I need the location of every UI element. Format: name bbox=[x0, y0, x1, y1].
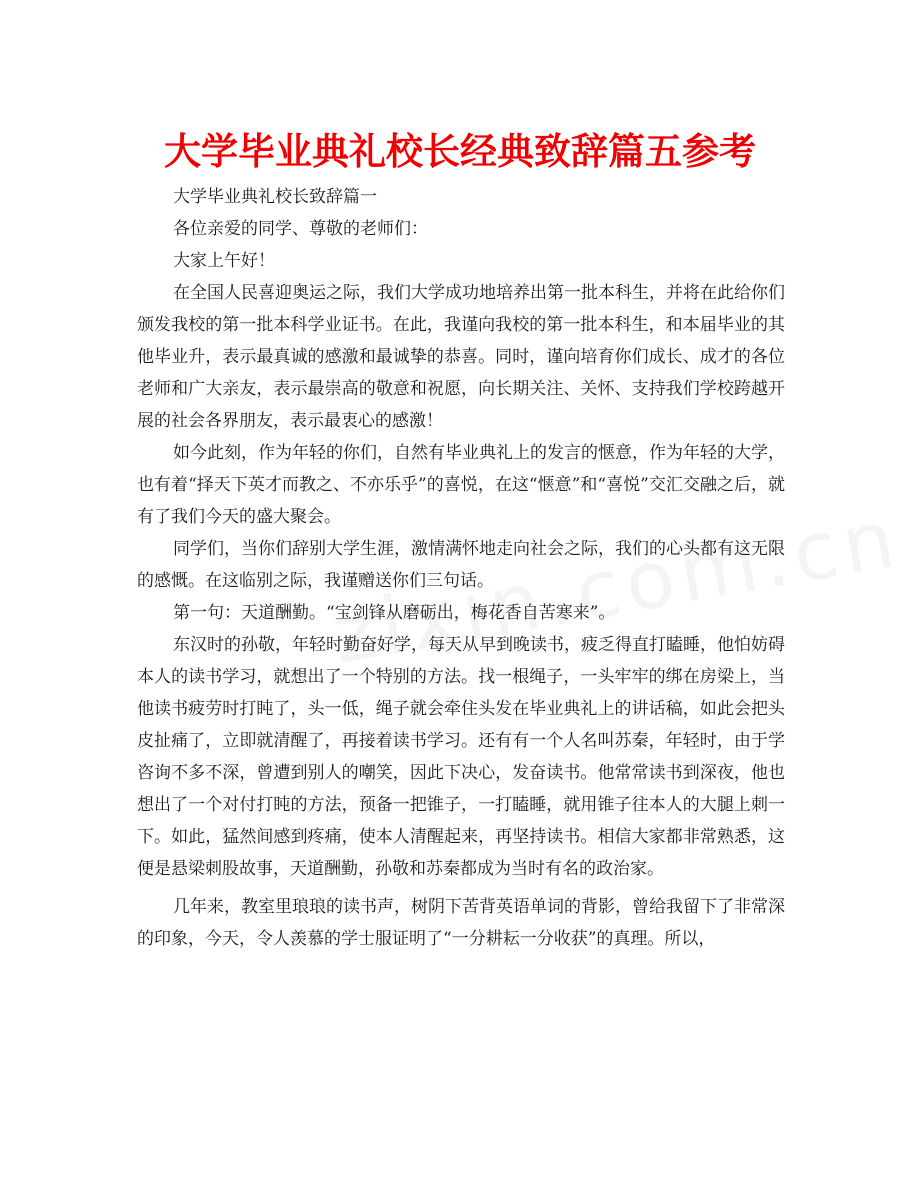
document-body bbox=[137, 181, 785, 955]
paragraph-years: 几年来，教室里琅琅的读书声，树阴下苦背英语单词的背影，曾给我留下了非常深的印象，今天，令人羡慕的学士服证明了“一分耕耘一分收获”的真理。所以， bbox=[137, 897, 785, 949]
paragraph-farewell: 同学们，当你们辞别大学生涯，激情满怀地走向社会之际，我们的心头都有这无限的感慨。在这临别之际，我谨赠送你们三句话。 bbox=[137, 539, 785, 591]
paragraph-first-saying: 第一句：天道酬勤。“宝剑锋从磨砺出，梅花香自苦寒来”。 bbox=[173, 603, 616, 623]
document-title: 大学毕业典礼校长经典致辞篇五参考 bbox=[164, 130, 756, 173]
paragraph-story: 东汉时的孙敬，年轻时勤奋好学，每天从早到晚读书，疲乏得直打瞌睡，他怕妨碍本人的读书学习，就想出了一个特别的方法。找一根绳子，一头牢牢的绑在房梁上，当他读书疲劳时打盹了，头一低，绳子就会牵住头发在毕业典礼上的讲话稿，如此会把头皮扯痛了，立即就清醒了，再接着读书学习。还有有一个人名叫苏秦，年轻时，由于学咨询不多不深，曾遭到别人的嘲笑，因此下决心，发奋读书。他常常读书到深夜，他也想出了一个对付打盹的方法，预备一把锥子，一打瞌睡，就用锥子往本人的大腿上刺一下。如此，猛然间感到疼痛，使本人清醒起来，再坚持读书。相信大家都非常熟悉，这便是悬梁刺股故事，天道酬勤，孙敬和苏秦都成为当时有名的政治家。 bbox=[137, 635, 785, 879]
section-heading: 大学毕业典礼校长致辞篇一 bbox=[173, 187, 377, 207]
salutation: 各位亲爱的同学、尊敬的老师们： bbox=[173, 219, 428, 239]
greeting: 大家上午好！ bbox=[173, 251, 275, 271]
paragraph-congratulations: 在全国人民喜迎奥运之际，我们大学成功地培养出第一批本科生，并将在此给你们颁发我校的第一批本科学业证书。在此，我谨向我校的第一批本科生，和本届毕业的其他毕业升，表示最真诚的感激和最诚挚的恭喜。同时，谨向培育你们成长、成才的各位老师和广大亲友，表示最崇高的敬意和祝愿，向长期关注、关怀、支持我们学校跨越开展的社会各界朋友，表示最衷心的感激！ bbox=[137, 283, 785, 431]
paragraph-joy: 如今此刻，作为年轻的你们，自然有毕业典礼上的发言的惬意，作为年轻的大学，也有着“择天下英才而教之、不亦乐乎”的喜悦，在这“惬意”和“喜悦”交汇交融之后，就有了我们今天的盛大聚会。 bbox=[137, 443, 785, 527]
